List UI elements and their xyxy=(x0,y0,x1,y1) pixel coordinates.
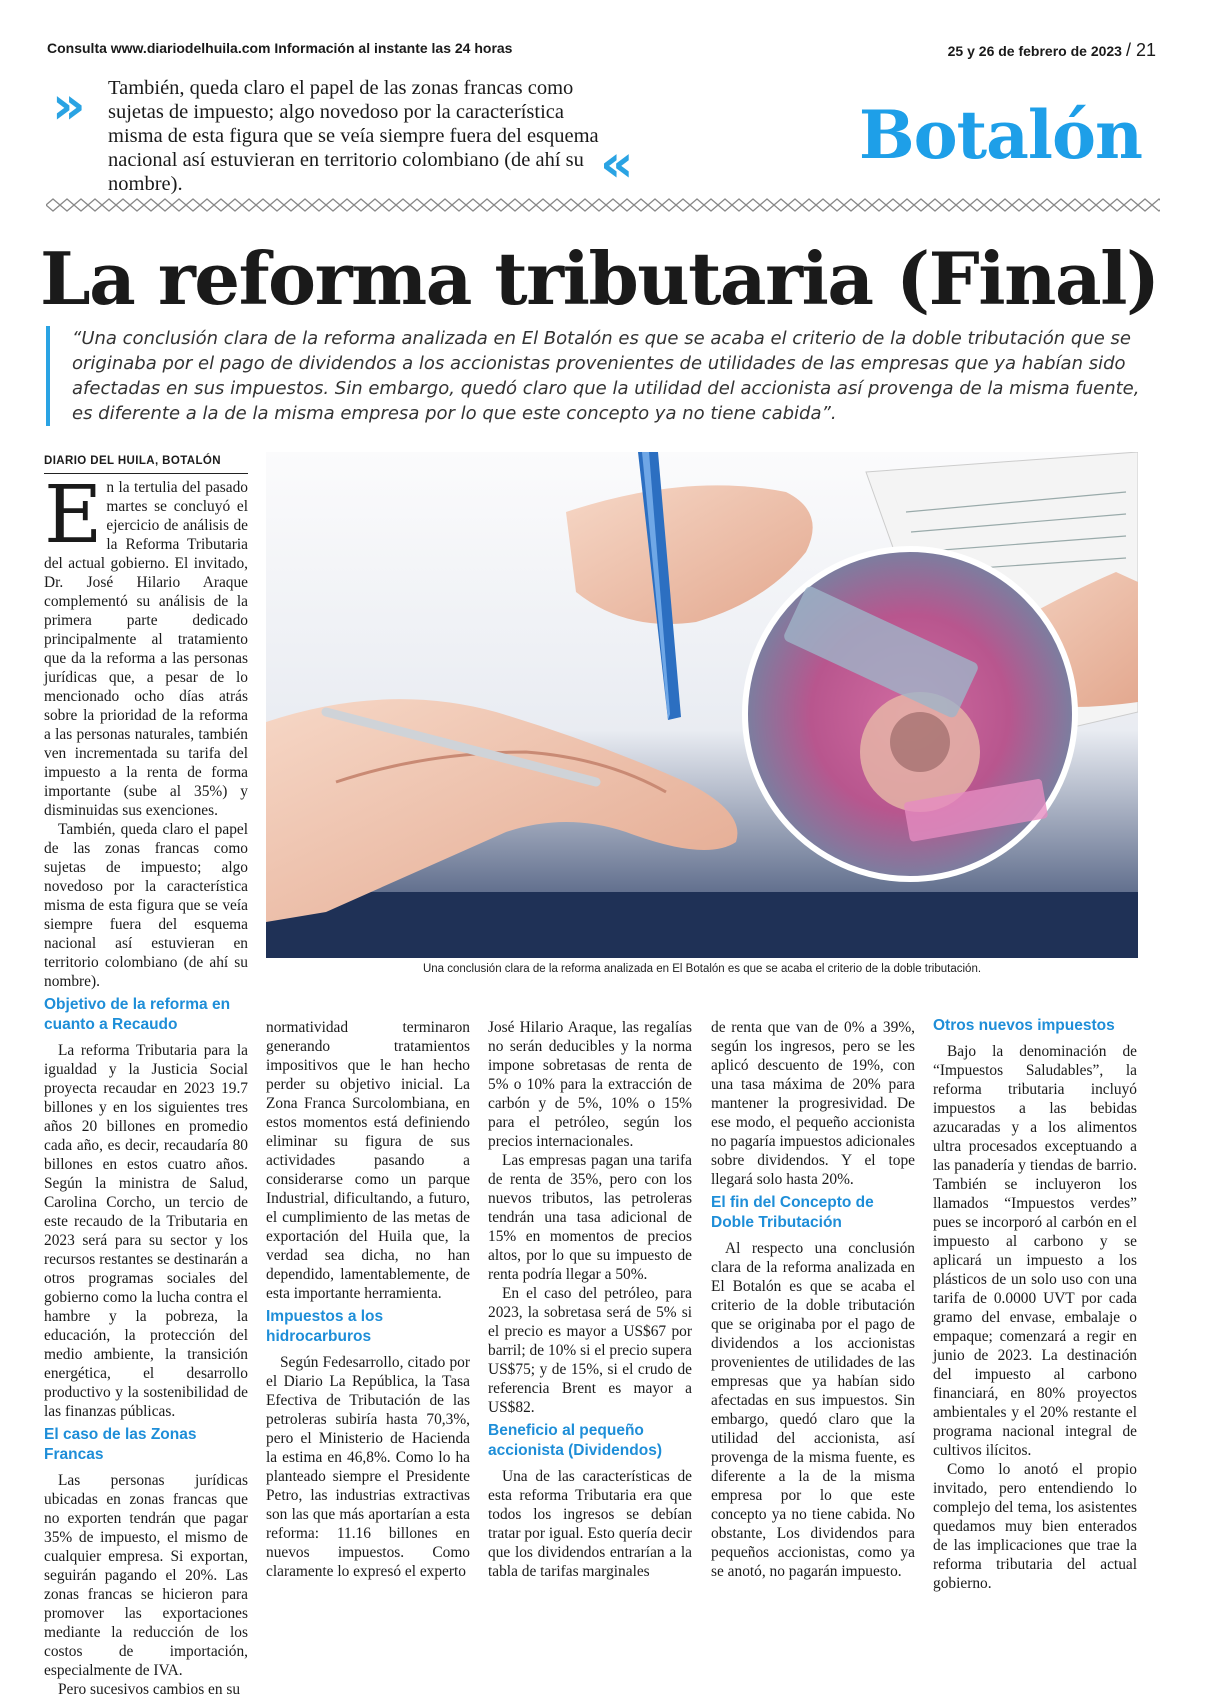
photo-caption: Una conclusión clara de la reforma analizada en El Botalón es que se acaba el criterio de la doble tributación. xyxy=(422,963,982,975)
article-paragraph: de renta que van de 0% a 39%, según los ingresos, pero se les aplicó descuento de 19%, con una tasa máxima de 20% para mantener la progresividad. De ese modo, el pequeño accionista no pagaría impuestos adicionales sobre dividendos. Y el tope llegará solo hasta 20%. xyxy=(711,1019,915,1188)
date-text: 25 y 26 de febrero de 2023 xyxy=(947,43,1122,59)
subheading: Otros nuevos impuestos xyxy=(933,1017,1115,1034)
article-column-1 xyxy=(44,452,248,1699)
article-paragraph: Pero sucesivos cambios en su xyxy=(58,1681,241,1698)
subheading: El caso de las Zonas Francas xyxy=(44,1426,197,1463)
quote-close-chevron-icon: « xyxy=(600,134,616,194)
article-paragraph: La reforma Tributaria para la igualdad y la Justicia Social proyecta recaudar en 2023 19.7 billones y en los siguientes tres años 20 billones en promedio cada año, es decir, recaudaría 80 billones en estos cuatro años. Según la ministra de Salud, Carolina Corcho, un tercio de este recaudo de la Tributaria en 2023 será para su sector y los recursos restantes se destinarán a otros programas sociales del gobierno como la lucha contra el hambre y la pobreza, la educación, la protección del medio ambiente, la transición energética, el desarrollo productivo y la sostenibilidad de las finanzas públicas. xyxy=(44,1042,248,1420)
article-paragraph: Las personas jurídicas ubicadas en zonas francas que no exporten tendrán que pagar 35% de impuesto, el mismo de cualquier empresa. Si exportan, seguirán pagando el 20%. Las zonas francas se hicieron para promover las exportaciones mediante la reducción de los costos de importación, especialmente de IVA. xyxy=(44,1472,248,1679)
site-tagline: Consulta www.diariodelhuila.com Información al instante las 24 horas xyxy=(47,40,513,56)
article-paragraph: Como lo anotó el propio invitado, pero entendiendo lo complejo del tema, los asistentes quedamos muy bien enterados de las implicaciones que trae la reforma tributaria del actual gobierno. xyxy=(933,1461,1137,1592)
zigzag-divider xyxy=(46,198,1160,212)
article-paragraph: Bajo la denominación de “Impuestos Saludables”, la reforma tributaria incluyó impuestos a las bebidas azucaradas y a los alimentos ultra procesados exceptuando a las panadería y tiendas de barrio. También se incluyeron los llamados “Impuestos verdes” pues se incorporó al carbón en el impuesto al carbono y se aplicará un impuesto a los plásticos de un solo uso con una tarifa de 0.0000 UVT por cada gramo del envase, embalaje o empaque; comenzará a regir en junio de 2023. La destinación del impuesto al carbono financiará, en 80% proyectos ambientales y el 20% restante el programa nacional integral de cultivos ilícitos. xyxy=(933,1043,1137,1459)
article-paragraph: Las empresas pagan una tarifa de renta de 35%, pero con los nuevos tributos, las petroleras tendrán una tasa adicional de 15% en momentos de precios altos, por lo que su impuesto de renta podría llegar a 50%. xyxy=(488,1152,692,1283)
lead-quote: “Una conclusión clara de la reforma analizada en El Botalón es que se acaba el criterio de la doble tributación que se originaba por el pago de dividendos a los accionistas provenientes de utilidades de las empresas que ya habían sido afectadas en sus impuestos. Sin embargo, quedó claro que la utilidad del accionista así provenga de la misma fuente, es diferente a la de la misma empresa por lo que este concepto ya no tiene cabida”. xyxy=(46,326,1152,426)
article-column-5 xyxy=(933,1016,1137,1593)
subheading: El fin del Concepto de Doble Tributación xyxy=(711,1194,874,1231)
paragraph-text: n la tertulia del pasado martes se concluyó el ejercicio de análisis de la Reforma Tributaria del actual gobierno. El invitado, Dr. José Hilario Araque complementó su análisis de la primera parte dedicado principalmente al tratamiento que da la reforma a las personas jurídicas que, a pesar de lo mencionado ocho días atrás sobre la prioridad de la reforma a las personas naturales, también ven incrementada su tarifa del impuesto a la renta de forma importante (sube al 35%) y disminuidas sus exenciones. xyxy=(44,479,248,819)
drop-cap: E xyxy=(44,468,103,561)
article-column-4 xyxy=(711,1018,915,1581)
subheading: Impuestos a los hidrocarburos xyxy=(266,1308,384,1345)
article-column-3 xyxy=(488,1018,692,1581)
quote-open-chevron-icon: » xyxy=(52,76,68,136)
page-number: / 21 xyxy=(1125,40,1156,60)
headline: La reforma tributaria (Final) xyxy=(40,236,1159,321)
article-paragraph: Al respecto una conclusión clara de la reforma analizada en El Botalón es que se acaba el criterio de la doble tributación que se originaba por el pago de dividendos a los accionistas provenientes de utilidades de las empresas que ya habían sido afectadas en sus impuestos. Sin embargo, quedó claro que la utilidad del accionista, así provenga de la misma fuente, es diferente a la de la misma empresa por lo que este concepto ya no tiene cabida. No obstante, Los dividendos para pequeños accionistas, como ya se anotó, no pagarán impuesto. xyxy=(711,1240,915,1580)
issue-date xyxy=(948,40,1156,61)
article-column-2 xyxy=(266,1018,470,1581)
article-paragraph: En el caso del petróleo, para 2023, la sobretasa será de 5% si el precio es mayor a US$67 por barril; de 10% si el precio supera US$75; y de 15%, si el crudo de referencia Brent es mayor a US$82. xyxy=(488,1285,692,1416)
article-paragraph xyxy=(44,468,248,820)
article-photo xyxy=(266,452,1138,958)
section-title: Botalón xyxy=(858,96,1142,174)
article-paragraph: José Hilario Araque, las regalías no serán deducibles y la norma impone sobretasas de renta de 5% o 10% para la extracción de carbón y de 5%, 10% o 15% para el petróleo, según los precios internacionales. xyxy=(488,1019,692,1150)
article-paragraph: normatividad terminaron generando tratamientos impositivos que le han hecho perder su objetivo inicial. La Zona Franca Surcolombiana, en estos momentos está definiendo eliminar su figura de sus actividades pasando a considerarse como un parque Industrial, dificultando, a futuro, el cumplimiento de las metas de exportación del Huila que, la verdad sea dicha, no han dependido, lamentablemente, de esta importante herramienta. xyxy=(266,1019,470,1302)
pull-quote: También, queda claro el papel de las zonas francas como sujetas de impuesto; algo novedoso por la característica misma de esta figura que se veía siempre fuera del esquema nacional así estuvieran en territorio colombiano (de ahí su nombre). xyxy=(108,77,599,195)
article-paragraph: También, queda claro el papel de las zonas francas como sujetas de impuesto; algo novedoso por la característica misma de esta figura que se veía siempre fuera del esquema nacional así estuvieran en territorio colombiano (de ahí su nombre). xyxy=(44,821,248,990)
byline: DIARIO DEL HUILA, BOTALÓN xyxy=(44,452,248,474)
subheading: Objetivo de la reforma en cuanto a Recaudo xyxy=(44,996,231,1033)
subheading: Beneficio al pequeño accionista (Dividendos) xyxy=(488,1422,662,1459)
article-paragraph: Según Fedesarrollo, citado por el Diario La República, la Tasa Efectiva de Tributación de las petroleras subiría hasta 70,3%, pero el Ministerio de Hacienda la estima en 46,8%. Como lo ha planteado siempre el Presidente Petro, las industrias extractivas son las que más aportarían a esta reforma: 11.16 billones en nuevos impuestos. Como claramente lo expresó el experto xyxy=(266,1354,470,1580)
article-paragraph: Una de las características de esta reforma Tributaria era que todos los ingresos se debían tratar por igual. Esto quería decir que los dividendos entrarían a la tabla de tarifas marginales xyxy=(488,1468,692,1580)
photo-illustration xyxy=(266,452,1138,958)
